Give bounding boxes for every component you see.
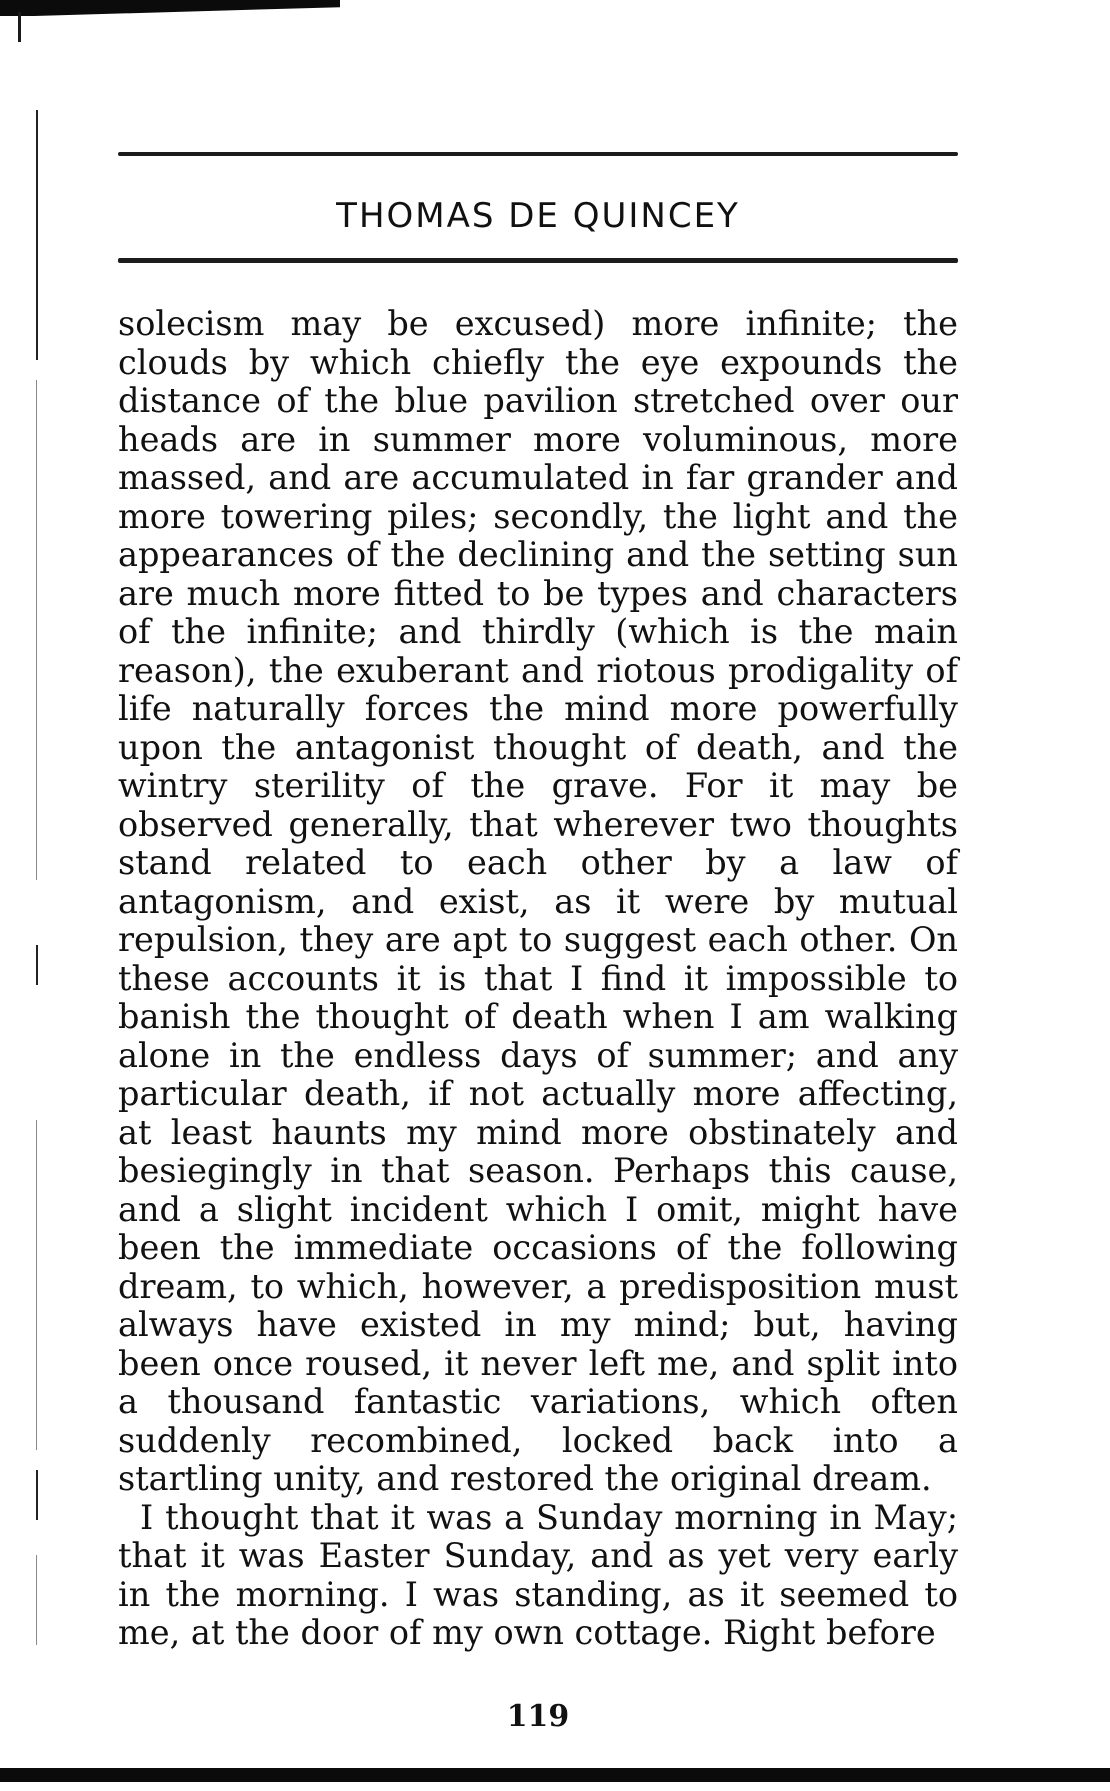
running-header: THOMAS DE QUINCEY (336, 196, 740, 236)
header-bottom-rule (118, 258, 958, 263)
binding-shadow-line (36, 380, 37, 880)
binding-shadow-line (36, 1120, 37, 1450)
binding-shadow-line (36, 945, 38, 985)
scan-edge-bottom (0, 1768, 1110, 1782)
page-number: 119 (506, 1698, 570, 1734)
book-page (118, 146, 958, 1734)
paragraph-continued: solecism may be excused) more infinite; the clouds by which chiefly the eye expounds the distance of the blue pavilion stretched over our heads are in summer more voluminous, more massed, and are accumulated in far grander and more towering piles; secondly, the light and the appearances of the declining and the setting sun are much more fitted to be types and characters of the infinite; and thirdly (which is the main reason), the exuberant and riotous prodigality of life naturally forces the mind more powerfully upon the antagonist thought of death, and the wintry sterility of the grave. For it may be observed generally, that wherever two thoughts stand related to each other by a law of antagonism, and exist, as it were by mutual repulsion, they are apt to suggest each other. On these accounts it is that I find it impossible to banish the thought of death when I am walking alone in the endless days of summer; and any particular death, if not actually more affecting, at least haunts my mind more obstinately and besiegingly in that season. Perhaps this cause, and a slight incident which I omit, might have been the immediate occasions of the following dream, to which, however, a predisposition must always have existed in my mind; but, having been once roused, it never left me, and split into a thousand fantastic variations, which often suddenly recombined, locked back into a startling unity, and restored the original dream. (118, 304, 958, 1498)
scan-edge-mark (18, 12, 21, 42)
header-top-rule (118, 152, 958, 156)
scan-edge-top (0, 0, 340, 16)
body-text (118, 305, 958, 1653)
binding-shadow-line (36, 110, 38, 360)
binding-shadow-line (36, 1470, 38, 1520)
binding-shadow-line (36, 1555, 37, 1645)
paragraph: I thought that it was a Sunday morning in May; that it was Easter Sunday, and as yet very early in the morning. I was standing, as it seemed to me, at the door of my own cottage. Right before (118, 1497, 958, 1652)
